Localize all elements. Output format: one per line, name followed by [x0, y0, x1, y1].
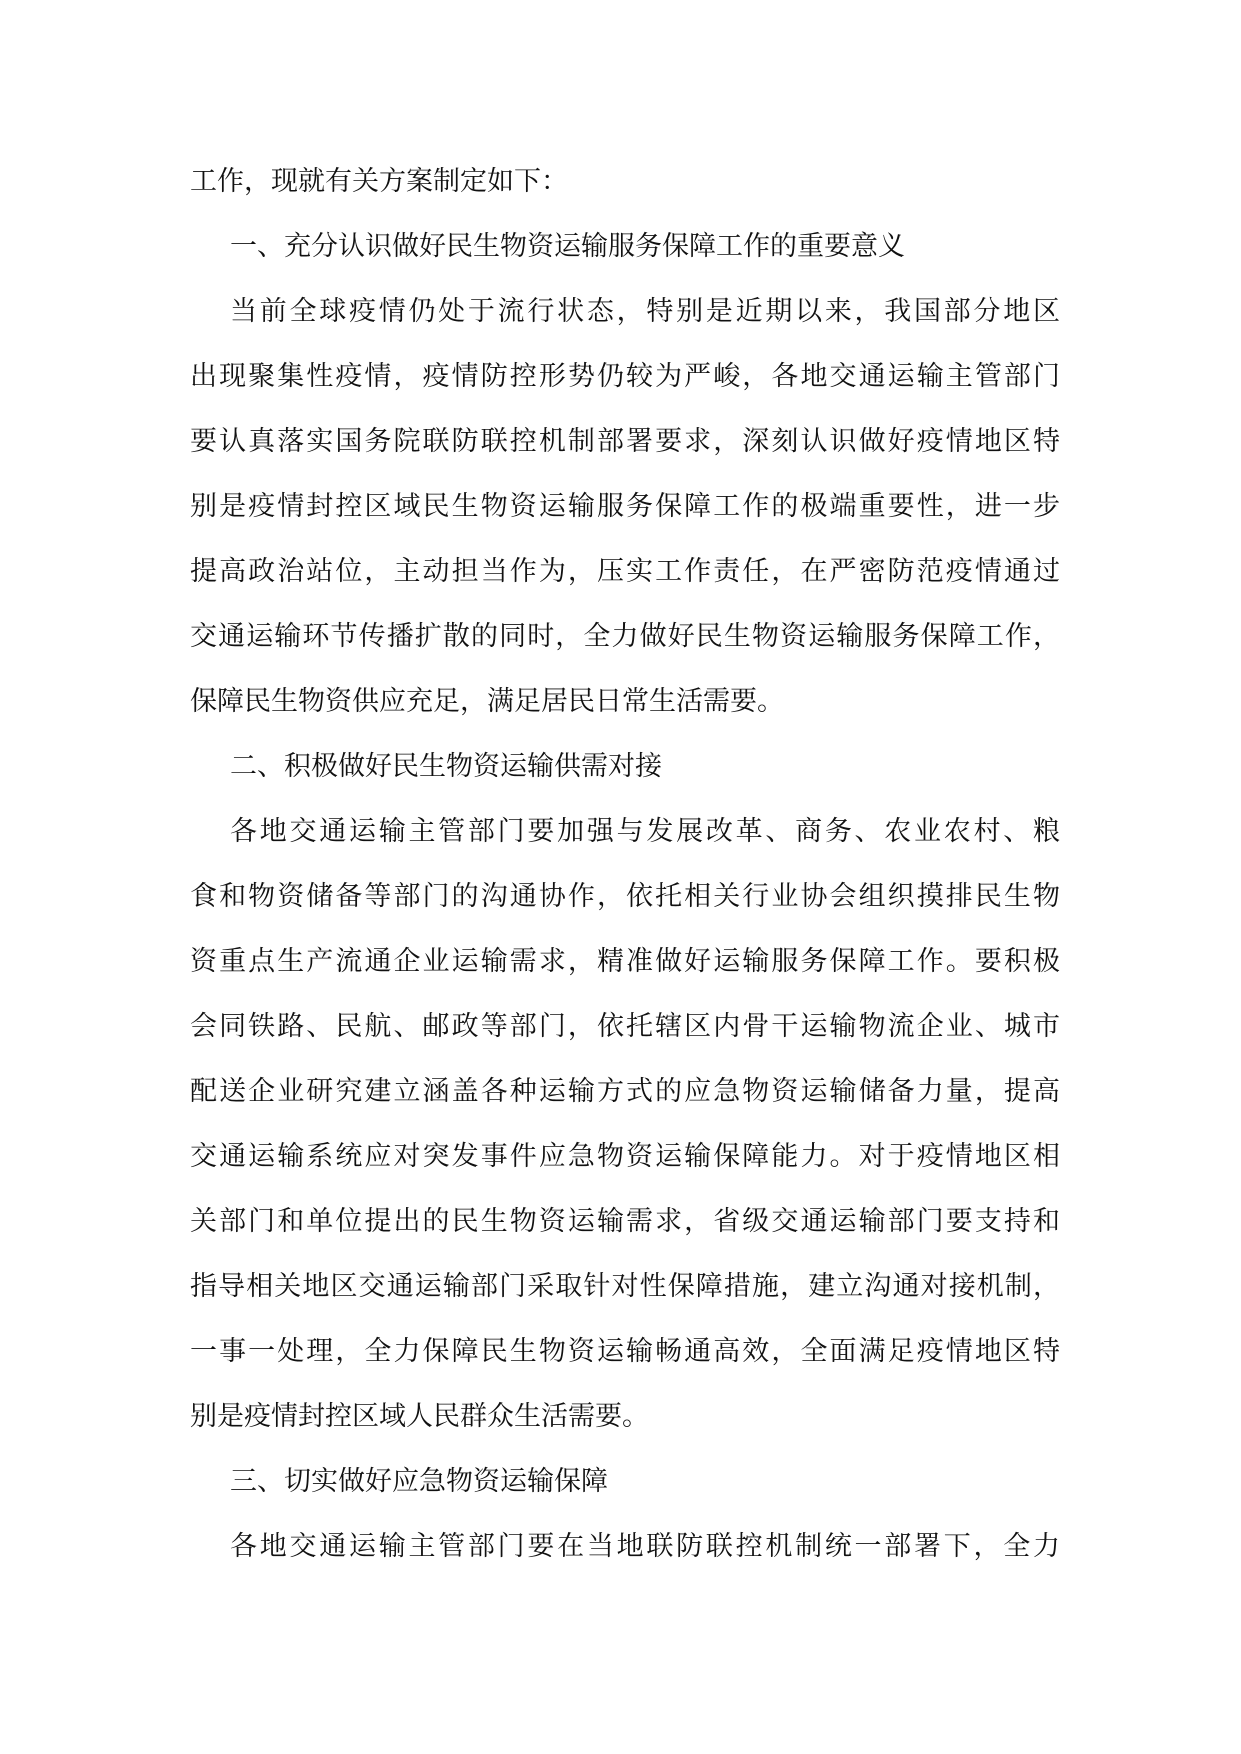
paragraph-line: 关部门和单位提出的民生物资运输需求，省级交通运输部门要支持和 [190, 1206, 1060, 1237]
paragraph-line: 各地交通运输主管部门要加强与发展改革、商务、农业农村、粮 [230, 816, 1060, 847]
paragraph-line: 各地交通运输主管部门要在当地联防联控机制统一部署下，全力 [230, 1531, 1060, 1562]
paragraph-line: 交通运输系统应对突发事件应急物资运输保障能力。对于疫情地区相 [190, 1141, 1060, 1172]
paragraph-line: 会同铁路、民航、邮政等部门，依托辖区内骨干运输物流企业、城市 [190, 1011, 1060, 1042]
paragraph-line: 别是疫情封控区域人民群众生活需要。 [190, 1401, 649, 1432]
paragraph-line: 指导相关地区交通运输部门采取针对性保障措施，建立沟通对接机制， [190, 1271, 1060, 1302]
paragraph-line: 资重点生产流通企业运输需求，精准做好运输服务保障工作。要积极 [190, 946, 1060, 977]
paragraph-line: 保障民生物资供应充足，满足居民日常生活需要。 [190, 686, 784, 717]
document-body [190, 162, 1060, 1592]
paragraph-line: 交通运输环节传播扩散的同时，全力做好民生物资运输服务保障工作， [190, 621, 1060, 652]
paragraph-line: 提高政治站位，主动担当作为，压实工作责任，在严密防范疫情通过 [190, 556, 1060, 587]
paragraph-line: 食和物资储备等部门的沟通协作，依托相关行业协会组织摸排民生物 [190, 881, 1060, 912]
paragraph-line: 一事一处理，全力保障民生物资运输畅通高效，全面满足疫情地区特 [190, 1336, 1060, 1367]
paragraph-line: 别是疫情封控区域民生物资运输服务保障工作的极端重要性，进一步 [190, 491, 1060, 522]
section-heading-2: 二、积极做好民生物资运输供需对接 [230, 751, 662, 782]
paragraph-line: 当前全球疫情仍处于流行状态，特别是近期以来，我国部分地区 [230, 296, 1060, 327]
paragraph-line: 配送企业研究建立涵盖各种运输方式的应急物资运输储备力量，提高 [190, 1076, 1060, 1107]
section-heading-1: 一、充分认识做好民生物资运输服务保障工作的重要意义 [230, 231, 905, 262]
paragraph-line: 出现聚集性疫情，疫情防控形势仍较为严峻，各地交通运输主管部门 [190, 361, 1060, 392]
paragraph-line: 要认真落实国务院联防联控机制部署要求，深刻认识做好疫情地区特 [190, 426, 1060, 457]
paragraph-line: 工作，现就有关方案制定如下： [190, 166, 568, 197]
section-heading-3: 三、切实做好应急物资运输保障 [230, 1466, 608, 1497]
